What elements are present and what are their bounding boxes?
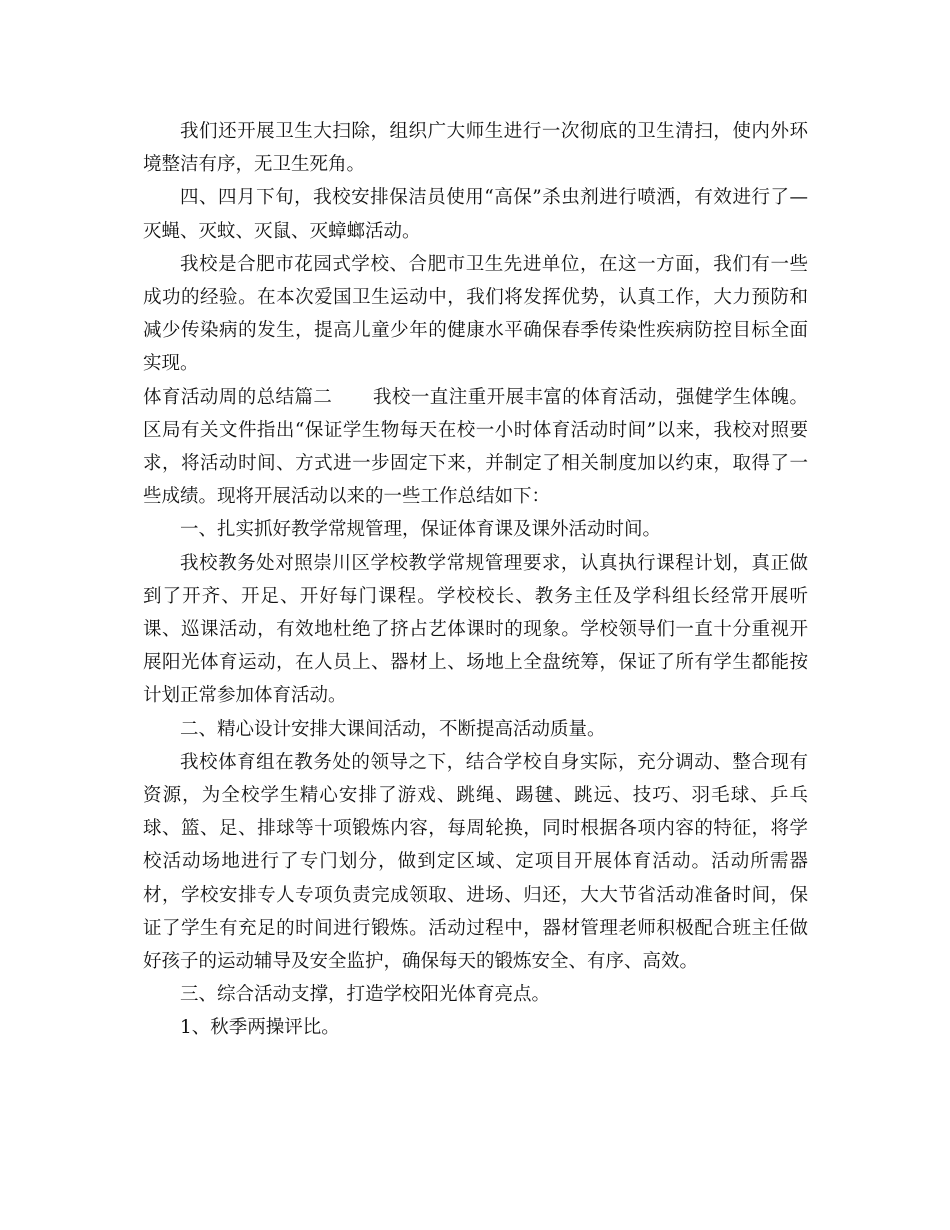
paragraph: 我校体育组在教务处的领导之下，结合学校自身实际，充分调动、整合现有资源，为全校学生精心安排了游戏、跳绳、踢毽、跳远、技巧、羽毛球、乒乓球、篮、足、排球等十项锻炼内容，每周轮换，同时根据各项内容的特征，将学校活动场地进行了专门划分，做到定区域、定项目开展体育活动。活动所需器材，学校安排专人专项负责完成领取、进场、归还，大大节省活动准备时间，保证了学生有充足的时间进行锻炼。活动过程中，器材管理老师积极配合班主任做好孩子的运动辅导及安全监护，确保每天的锻炼安全、有序、高效。 xyxy=(143,751,808,973)
paragraph: 我们还开展卫生大扫除，组织广大师生进行一次彻底的卫生清扫，使内外环境整洁有序，无卫生死角。 xyxy=(143,121,808,176)
paragraph: 四、四月下旬，我校安排保洁员使用“高保”杀虫剂进行喷洒，有效进行了—灭蝇、灭蚊、灭鼠、灭蟑螂活动。 xyxy=(143,187,808,242)
paragraph: 我校是合肥市花园式学校、合肥市卫生先进单位，在这一方面，我们有一些成功的经验。在本次爱国卫生运动中，我们将发挥优势，认真工作，大力预防和减少传染病的发生，提高儿童少年的健康水平确保春季传染性疾病防控目标全面实现。 xyxy=(143,253,808,375)
paragraph: 二、精心设计安排大课间活动，不断提高活动质量。 xyxy=(180,718,606,740)
section-intro-text: 我校一直注重开展丰富的体育活动，强健学生体魄。区局有关文件指出“保证学生物每天在校一小时体育活动时间”以来，我校对照要求，将活动时间、方式进一步固定下来，并制定了相关制度加以约束，取得了一些成绩。现将开展活动以来的一些工作总结如下： xyxy=(143,386,808,508)
paragraph: 1、秋季两操评比。 xyxy=(180,1017,340,1039)
paragraph: 我校教务处对照崇川区学校教学常规管理要求，认真执行课程计划，真正做到了开齐、开足、开好每门课程。学校校长、教务主任及学科组长经常开展听课、巡课活动，有效地杜绝了挤占艺体课时的现象。学校领导们一直十分重视开展阳光体育运动，在人员上、器材上、场地上全盘统筹，保证了所有学生都能按计划正常参加体育活动。 xyxy=(143,552,808,707)
paragraph: 三、综合活动支撑，打造学校阳光体育亮点。 xyxy=(180,984,551,1006)
section-intro-paragraph xyxy=(143,381,808,514)
section-heading: 体育活动周的总结篇二 xyxy=(143,386,333,408)
document-body xyxy=(143,115,808,1045)
paragraph: 一、扎实抓好教学常规管理，保证体育课及课外活动时间。 xyxy=(180,519,662,541)
